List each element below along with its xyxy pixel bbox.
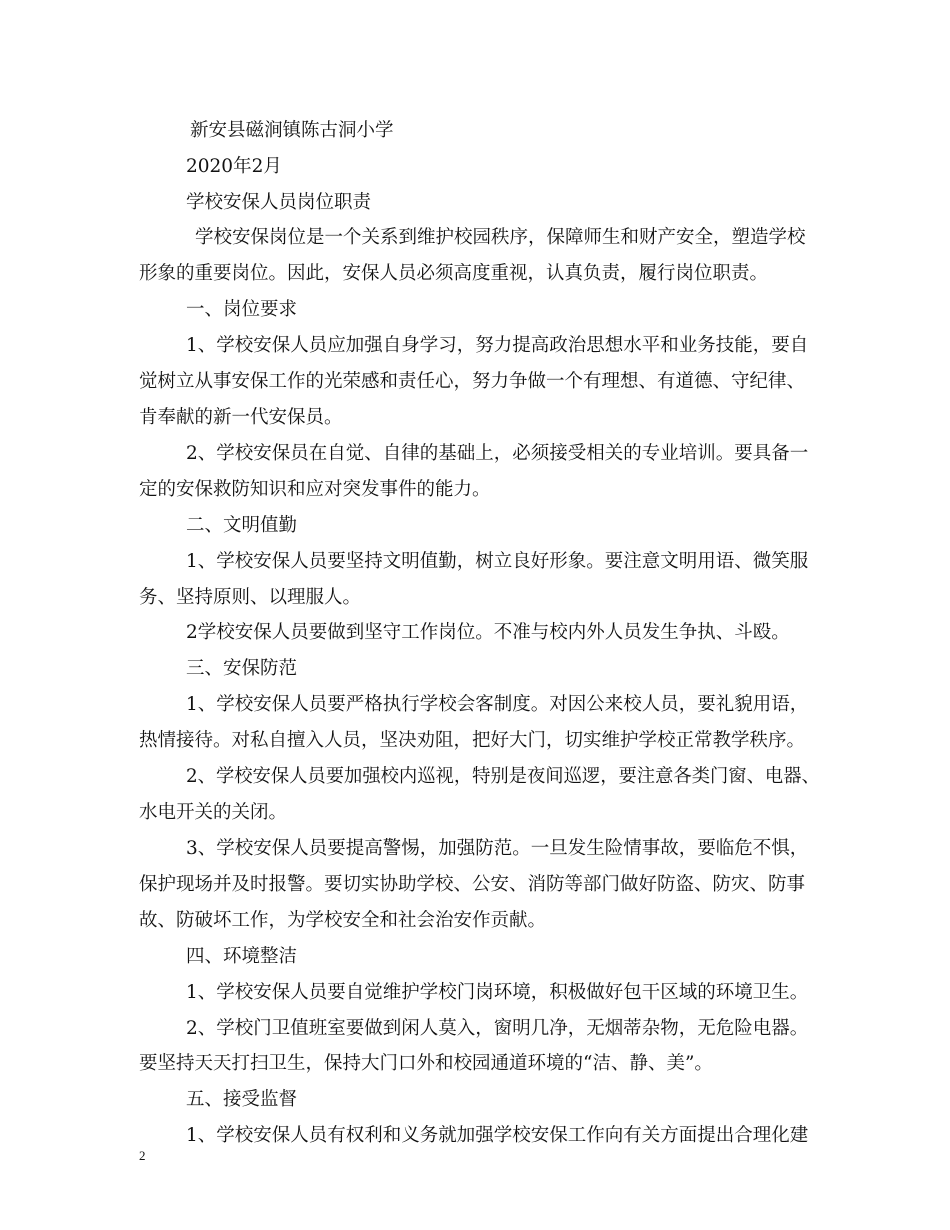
text-line: 1、学校安保人员要自觉维护学校门岗环境，积极做好包干区域的环境卫生。 xyxy=(186,982,809,1003)
text-line: 水电开关的关闭。 xyxy=(139,802,288,823)
section-heading: 五、接受监督 xyxy=(186,1089,298,1110)
text-line: 1、学校安保人员应加强自身学习，努力提高政治思想水平和业务技能，要自 xyxy=(186,335,809,356)
text-line: 2、学校安保员在自觉、自律的基础上，必须接受相关的专业培训。要具备一 xyxy=(186,443,809,464)
text-line: 定的安保救防知识和应对突发事件的能力。 xyxy=(139,479,491,500)
text-line: 2、学校安保人员要加强校内巡视，特别是夜间巡逻，要注意各类门窗、电器、 xyxy=(186,766,820,787)
text-line: 形象的重要岗位。因此，安保人员必须高度重视，认真负责，履行岗位职责。 xyxy=(139,263,769,284)
text-line: 1、学校安保人员要坚持文明值勤，树立良好形象。要注意文明用语、微笑服 xyxy=(186,551,809,572)
text-line: 肯奉献的新一代安保员。 xyxy=(139,407,343,428)
text-line: 1、学校安保人员有权利和义务就加强学校安保工作向有关方面提出合理化建 xyxy=(186,1125,809,1146)
text-line: 学校安保岗位是一个关系到维护校园秩序，保障师生和财产安全，塑造学校 xyxy=(195,227,806,248)
section-heading: 四、环境整洁 xyxy=(186,946,298,967)
text-line: 务、坚持原则、以理服人。 xyxy=(139,587,362,608)
text-line: 要坚持天天打扫卫生，保持大门口外和校园通道环境的“洁、静、美”。 xyxy=(139,1053,713,1074)
section-heading: 一、岗位要求 xyxy=(186,299,298,320)
text-line: 2学校安保人员要做到坚守工作岗位。不准与校内外人员发生争执、斗殴。 xyxy=(186,622,790,643)
school-name: 新安县磁涧镇陈古洞小学 xyxy=(190,120,394,141)
section-heading: 三、安保防范 xyxy=(186,658,298,679)
text-line: 保护现场并及时报警。要切实协助学校、公安、消防等部门做好防盗、防灾、防事 xyxy=(139,874,806,895)
text-line: 故、防破坏工作，为学校安全和社会治安作贡献。 xyxy=(139,910,547,931)
text-line: 1、学校安保人员要严格执行学校会客制度。对因公来校人员，要礼貌用语， xyxy=(186,694,809,715)
page-number: 2 xyxy=(139,1148,146,1163)
text-line: 2、学校门卫值班室要做到闲人莫入，窗明几净，无烟蒂杂物，无危险电器。 xyxy=(186,1018,809,1039)
section-heading: 二、文明值勤 xyxy=(186,515,298,536)
text-line: 觉树立从事安保工作的光荣感和责任心，努力争做一个有理想、有道德、守纪律、 xyxy=(139,371,806,392)
document-title: 学校安保人员岗位职责 xyxy=(186,192,372,213)
document-date: 2020年2月 xyxy=(186,156,282,177)
text-line: 热情接待。对私自擅入人员，坚决劝阻，把好大门，切实维护学校正常教学秩序。 xyxy=(139,730,806,751)
text-line: 3、学校安保人员要提高警惕，加强防范。一旦发生险情事故，要临危不惧， xyxy=(186,838,809,859)
